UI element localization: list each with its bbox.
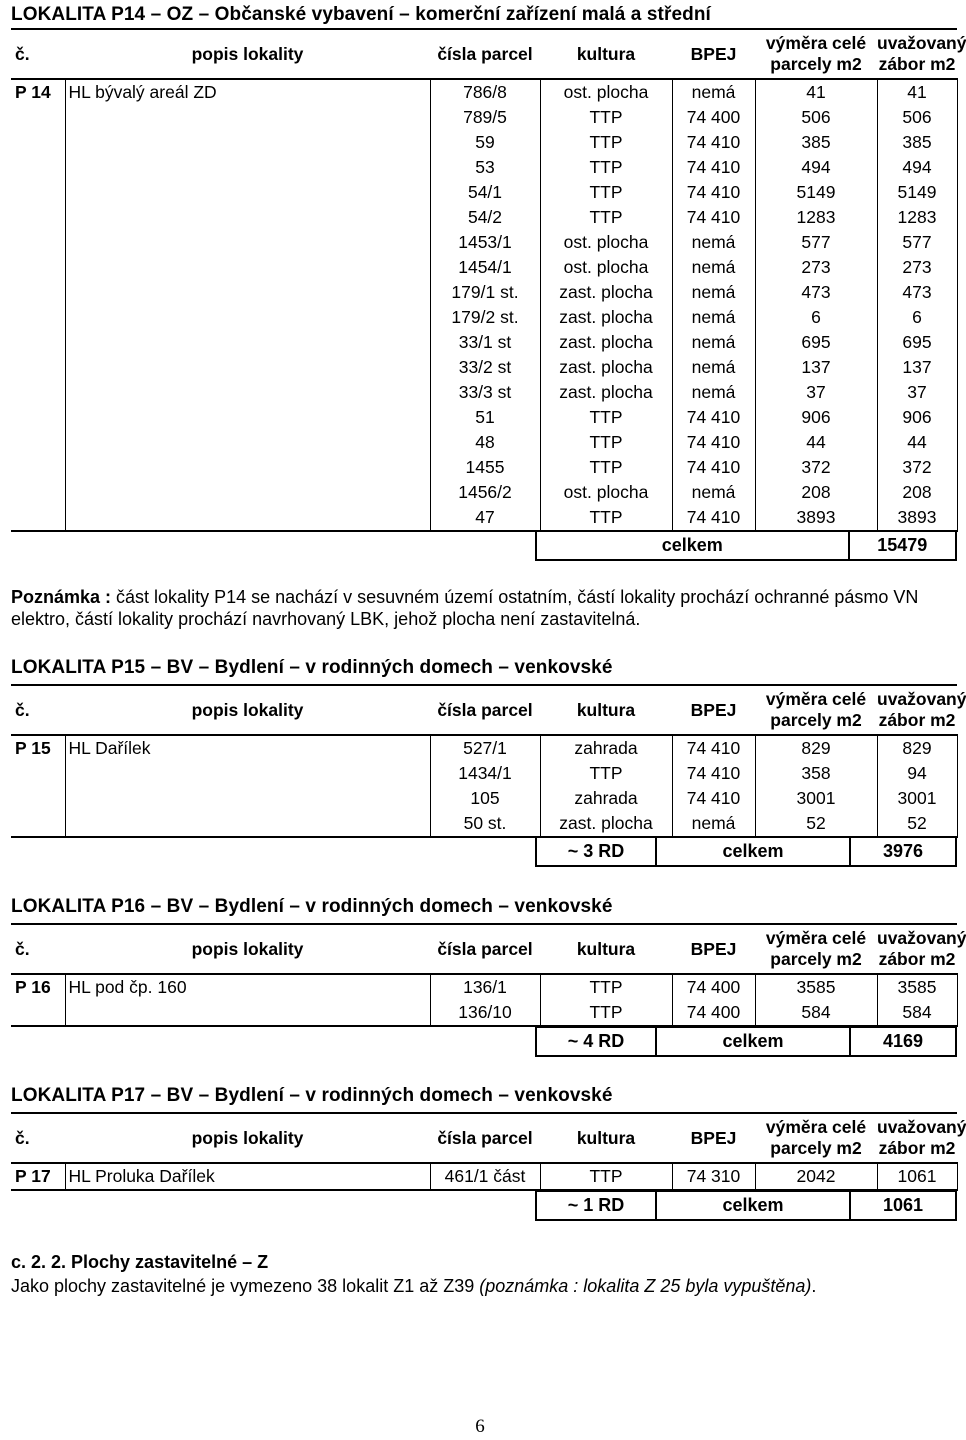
header-popis: popis lokality	[65, 924, 430, 974]
p17-total-box	[535, 1190, 957, 1221]
header-zabor-line-2: zábor m2	[878, 1138, 956, 1158]
p15-rd: ~ 3 RD	[537, 838, 657, 865]
parcel-area: 1283	[755, 205, 877, 230]
header-vymera-line-2: parcely m2	[770, 710, 862, 730]
table-row	[11, 380, 957, 405]
parcel-number: 136/1	[430, 974, 540, 1000]
header-zabor-line-2: zábor m2	[878, 949, 956, 969]
header-zabor-line-1: uvažovaný	[877, 689, 966, 709]
parcel-number: 53	[430, 155, 540, 180]
header-zabor	[877, 1113, 966, 1163]
parcel-number: 786/8	[430, 79, 540, 105]
parcel-number: 527/1	[430, 735, 540, 761]
planned-take: 3893	[877, 505, 957, 531]
location-description	[65, 330, 430, 355]
parcel-area: 3001	[755, 786, 877, 811]
planned-take: 372	[877, 455, 957, 480]
bpej-code: 74 410	[672, 205, 755, 230]
location-description	[65, 180, 430, 205]
header-parcel: čísla parcel	[430, 924, 540, 974]
location-description	[65, 255, 430, 280]
header-c: č.	[11, 1113, 65, 1163]
parcel-number: 1454/1	[430, 255, 540, 280]
header-zabor	[877, 685, 966, 735]
parcel-number: 1453/1	[430, 230, 540, 255]
table-row	[11, 761, 957, 786]
header-vymera-line-1: výměra celé	[765, 689, 867, 709]
parcel-area: 829	[755, 735, 877, 761]
location-id	[11, 405, 65, 430]
planned-take: 695	[877, 330, 957, 355]
p15-total-box	[535, 836, 957, 867]
location-description	[65, 405, 430, 430]
location-description	[65, 230, 430, 255]
parcel-area: 273	[755, 255, 877, 280]
header-c: č.	[11, 29, 65, 79]
header-zabor-line-2: zábor m2	[878, 54, 956, 74]
parcel-area: 577	[755, 230, 877, 255]
planned-take: 52	[877, 811, 957, 837]
bpej-code: 74 410	[672, 505, 755, 531]
bpej-code: nemá	[672, 230, 755, 255]
bpej-code: nemá	[672, 305, 755, 330]
note-label: Poznámka :	[11, 587, 112, 607]
location-description	[65, 355, 430, 380]
location-description	[65, 380, 430, 405]
table-row	[11, 280, 957, 305]
land-culture: zahrada	[540, 786, 672, 811]
header-vymera	[755, 1113, 877, 1163]
location-description: HL Dařílek	[65, 735, 430, 761]
location-id	[11, 355, 65, 380]
land-culture: TTP	[540, 130, 672, 155]
table-row	[11, 305, 957, 330]
parcel-area: 3893	[755, 505, 877, 531]
planned-take: 1061	[877, 1163, 957, 1190]
planned-take: 506	[877, 105, 957, 130]
header-popis: popis lokality	[65, 685, 430, 735]
section-z-heading: c. 2. 2. Plochy zastavitelné – Z	[11, 1252, 269, 1272]
p17-title: LOKALITA P17 – BV – Bydlení – v rodinných domech – venkovské	[11, 1085, 613, 1106]
planned-take: 94	[877, 761, 957, 786]
bpej-code: 74 410	[672, 180, 755, 205]
header-kultura: kultura	[540, 685, 672, 735]
location-id	[11, 761, 65, 786]
location-description	[65, 155, 430, 180]
table-row	[11, 130, 957, 155]
bpej-code: 74 410	[672, 155, 755, 180]
parcel-number: 33/2 st	[430, 355, 540, 380]
location-id	[11, 786, 65, 811]
header-kultura: kultura	[540, 1113, 672, 1163]
land-culture: zast. plocha	[540, 355, 672, 380]
p17-total-value: 1061	[882, 1195, 924, 1215]
header-vymera-line-2: parcely m2	[770, 949, 862, 969]
header-parcel: čísla parcel	[430, 29, 540, 79]
location-description	[65, 205, 430, 230]
bpej-code: nemá	[672, 355, 755, 380]
table-row	[11, 455, 957, 480]
bpej-code: nemá	[672, 280, 755, 305]
bpej-code: 74 410	[672, 786, 755, 811]
p14-total-box	[535, 530, 957, 561]
table-row	[11, 79, 957, 105]
planned-take: 494	[877, 155, 957, 180]
location-description: HL Proluka Dařílek	[65, 1163, 430, 1190]
location-description: HL pod čp. 160	[65, 974, 430, 1000]
land-culture: zast. plocha	[540, 330, 672, 355]
header-vymera	[755, 685, 877, 735]
parcel-number: 59	[430, 130, 540, 155]
planned-take: 473	[877, 280, 957, 305]
location-id: P 14	[11, 79, 65, 105]
location-description	[65, 105, 430, 130]
header-vymera-line-1: výměra celé	[765, 33, 867, 53]
bpej-code: nemá	[672, 380, 755, 405]
bpej-code: nemá	[672, 255, 755, 280]
p14-title: LOKALITA P14 – OZ – Občanské vybavení – komerční zařízení malá a střední	[11, 4, 711, 25]
p16-total-box	[535, 1026, 957, 1057]
location-id	[11, 155, 65, 180]
table-row	[11, 255, 957, 280]
parcel-number: 105	[430, 786, 540, 811]
planned-take: 208	[877, 480, 957, 505]
section-z-text: Jako plochy zastavitelné je vymezeno 38 lokalit Z1 až Z39	[11, 1276, 480, 1296]
land-culture: zast. plocha	[540, 380, 672, 405]
parcel-area: 37	[755, 380, 877, 405]
table-row	[11, 735, 957, 761]
parcel-area: 358	[755, 761, 877, 786]
p14-total-label: celkem	[537, 532, 850, 559]
location-description	[65, 1000, 430, 1026]
land-culture: TTP	[540, 180, 672, 205]
parcel-area: 473	[755, 280, 877, 305]
header-bpej: BPEJ	[672, 29, 755, 79]
land-culture: TTP	[540, 455, 672, 480]
header-zabor-line-1: uvažovaný	[877, 1117, 966, 1137]
location-id	[11, 1000, 65, 1026]
location-description	[65, 130, 430, 155]
p15-total-label: celkem	[657, 838, 851, 865]
location-id	[11, 455, 65, 480]
parcel-number: 54/1	[430, 180, 540, 205]
parcel-area: 372	[755, 455, 877, 480]
parcel-area: 584	[755, 1000, 877, 1026]
land-culture: TTP	[540, 1000, 672, 1026]
p16-total-label: celkem	[657, 1028, 851, 1055]
bpej-code: 74 400	[672, 974, 755, 1000]
land-culture: TTP	[540, 105, 672, 130]
parcel-area: 3585	[755, 974, 877, 1000]
location-id	[11, 230, 65, 255]
header-zabor-line-1: uvažovaný	[877, 33, 966, 53]
planned-take: 137	[877, 355, 957, 380]
location-description	[65, 480, 430, 505]
p14-total-value: 15479	[877, 535, 928, 555]
parcel-number: 1434/1	[430, 761, 540, 786]
parcel-area: 6	[755, 305, 877, 330]
bpej-code: 74 400	[672, 105, 755, 130]
location-id	[11, 280, 65, 305]
location-description: HL bývalý areál ZD	[65, 79, 430, 105]
table-row	[11, 230, 957, 255]
bpej-code: nemá	[672, 330, 755, 355]
section-z-end: .	[811, 1276, 817, 1296]
planned-take: 584	[877, 1000, 957, 1026]
land-culture: TTP	[540, 1163, 672, 1190]
bpej-code: 74 410	[672, 430, 755, 455]
p16-title: LOKALITA P16 – BV – Bydlení – v rodinných domech – venkovské	[11, 896, 613, 917]
header-vymera-line-1: výměra celé	[765, 928, 867, 948]
parcel-number: 50 st.	[430, 811, 540, 837]
table-header-row	[11, 29, 957, 79]
land-culture: TTP	[540, 405, 672, 430]
parcel-number: 1455	[430, 455, 540, 480]
header-popis: popis lokality	[65, 1113, 430, 1163]
planned-take: 829	[877, 735, 957, 761]
parcel-area: 506	[755, 105, 877, 130]
location-id: P 15	[11, 735, 65, 761]
table-row	[11, 355, 957, 380]
header-bpej: BPEJ	[672, 685, 755, 735]
planned-take: 906	[877, 405, 957, 430]
parcel-number: 33/3 st	[430, 380, 540, 405]
parcel-area: 208	[755, 480, 877, 505]
parcel-area: 695	[755, 330, 877, 355]
p17-total-label: celkem	[657, 1192, 851, 1219]
bpej-code: 74 410	[672, 735, 755, 761]
parcel-number: 54/2	[430, 205, 540, 230]
location-id	[11, 380, 65, 405]
bpej-code: 74 400	[672, 1000, 755, 1026]
planned-take: 3585	[877, 974, 957, 1000]
parcel-area: 494	[755, 155, 877, 180]
location-description	[65, 786, 430, 811]
header-vymera-line-2: parcely m2	[770, 1138, 862, 1158]
page-number: 6	[475, 1416, 485, 1437]
p17-rd: ~ 1 RD	[537, 1192, 657, 1219]
parcel-number: 48	[430, 430, 540, 455]
header-kultura: kultura	[540, 29, 672, 79]
location-id	[11, 305, 65, 330]
table-row	[11, 480, 957, 505]
table-row	[11, 205, 957, 230]
location-id	[11, 255, 65, 280]
p16-table	[11, 923, 966, 1027]
land-culture: zahrada	[540, 735, 672, 761]
planned-take: 385	[877, 130, 957, 155]
land-culture: TTP	[540, 205, 672, 230]
table-row	[11, 180, 957, 205]
parcel-area: 137	[755, 355, 877, 380]
table-row	[11, 811, 957, 837]
header-vymera	[755, 29, 877, 79]
land-culture: zast. plocha	[540, 305, 672, 330]
bpej-code: nemá	[672, 811, 755, 837]
planned-take: 41	[877, 79, 957, 105]
table-row	[11, 430, 957, 455]
planned-take: 44	[877, 430, 957, 455]
table-row	[11, 1000, 957, 1026]
table-row	[11, 330, 957, 355]
p16-rd: ~ 4 RD	[537, 1028, 657, 1055]
p15-table	[11, 684, 966, 838]
parcel-number: 179/2 st.	[430, 305, 540, 330]
parcel-area: 906	[755, 405, 877, 430]
table-row	[11, 105, 957, 130]
location-description	[65, 455, 430, 480]
parcel-number: 461/1 část	[430, 1163, 540, 1190]
parcel-number: 51	[430, 405, 540, 430]
header-vymera	[755, 924, 877, 974]
header-bpej: BPEJ	[672, 924, 755, 974]
section-z-italic-note: (poznámka : lokalita Z 25 byla vypuštěna)	[479, 1276, 812, 1296]
location-description	[65, 811, 430, 837]
parcel-number: 136/10	[430, 1000, 540, 1026]
planned-take: 3001	[877, 786, 957, 811]
header-kultura: kultura	[540, 924, 672, 974]
planned-take: 5149	[877, 180, 957, 205]
parcel-area: 385	[755, 130, 877, 155]
land-culture: ost. plocha	[540, 230, 672, 255]
location-description	[65, 430, 430, 455]
location-id	[11, 505, 65, 531]
location-id	[11, 105, 65, 130]
p15-title: LOKALITA P15 – BV – Bydlení – v rodinných domech – venkovské	[11, 657, 613, 678]
location-id	[11, 130, 65, 155]
header-bpej: BPEJ	[672, 1113, 755, 1163]
header-zabor-line-1: uvažovaný	[877, 928, 966, 948]
planned-take: 6	[877, 305, 957, 330]
header-c: č.	[11, 685, 65, 735]
parcel-number: 33/1 st	[430, 330, 540, 355]
table-row	[11, 786, 957, 811]
land-culture: zast. plocha	[540, 280, 672, 305]
location-description	[65, 305, 430, 330]
table-header-row	[11, 685, 957, 735]
bpej-code: nemá	[672, 79, 755, 105]
p17-table	[11, 1112, 966, 1191]
header-popis: popis lokality	[65, 29, 430, 79]
land-culture: TTP	[540, 155, 672, 180]
header-c: č.	[11, 924, 65, 974]
bpej-code: 74 310	[672, 1163, 755, 1190]
header-parcel: čísla parcel	[430, 685, 540, 735]
table-row	[11, 155, 957, 180]
parcel-area: 44	[755, 430, 877, 455]
location-id: P 17	[11, 1163, 65, 1190]
location-description	[65, 505, 430, 531]
bpej-code: 74 410	[672, 405, 755, 430]
land-culture: ost. plocha	[540, 480, 672, 505]
bpej-code: 74 410	[672, 761, 755, 786]
header-vymera-line-2: parcely m2	[770, 54, 862, 74]
planned-take: 577	[877, 230, 957, 255]
land-culture: TTP	[540, 505, 672, 531]
bpej-code: 74 410	[672, 130, 755, 155]
planned-take: 37	[877, 380, 957, 405]
table-row	[11, 1163, 957, 1190]
parcel-area: 5149	[755, 180, 877, 205]
header-vymera-line-1: výměra celé	[765, 1117, 867, 1137]
parcel-area: 52	[755, 811, 877, 837]
header-zabor	[877, 29, 966, 79]
location-id	[11, 430, 65, 455]
p14-table	[11, 28, 966, 532]
planned-take: 273	[877, 255, 957, 280]
table-header-row	[11, 1113, 957, 1163]
location-description	[65, 280, 430, 305]
land-culture: zast. plocha	[540, 811, 672, 837]
bpej-code: nemá	[672, 480, 755, 505]
parcel-number: 1456/2	[430, 480, 540, 505]
note-text: část lokality P14 se nachází v sesuvném území ostatním, částí lokality prochází ochranné pásmo VN elektro, částí lokality prochází navrhovaný LBK, jehož plocha není zastavitelná.	[11, 587, 919, 629]
location-id	[11, 205, 65, 230]
location-description	[65, 761, 430, 786]
location-id: P 16	[11, 974, 65, 1000]
location-id	[11, 330, 65, 355]
parcel-area: 2042	[755, 1163, 877, 1190]
header-zabor	[877, 924, 966, 974]
location-id	[11, 180, 65, 205]
parcel-number: 47	[430, 505, 540, 531]
planned-take: 1283	[877, 205, 957, 230]
section-z-paragraph	[11, 1276, 816, 1297]
table-row	[11, 974, 957, 1000]
bpej-code: 74 410	[672, 455, 755, 480]
location-id	[11, 480, 65, 505]
p15-total-value: 3976	[882, 841, 924, 861]
land-culture: ost. plocha	[540, 79, 672, 105]
parcel-number: 179/1 st.	[430, 280, 540, 305]
location-id	[11, 811, 65, 837]
header-parcel: čísla parcel	[430, 1113, 540, 1163]
land-culture: TTP	[540, 974, 672, 1000]
parcel-number: 789/5	[430, 105, 540, 130]
table-header-row	[11, 924, 957, 974]
header-zabor-line-2: zábor m2	[878, 710, 956, 730]
table-row	[11, 505, 957, 531]
parcel-area: 41	[755, 79, 877, 105]
table-row	[11, 405, 957, 430]
p16-total-value: 4169	[882, 1031, 924, 1051]
land-culture: TTP	[540, 761, 672, 786]
land-culture: ost. plocha	[540, 255, 672, 280]
p14-note	[11, 586, 956, 630]
land-culture: TTP	[540, 430, 672, 455]
